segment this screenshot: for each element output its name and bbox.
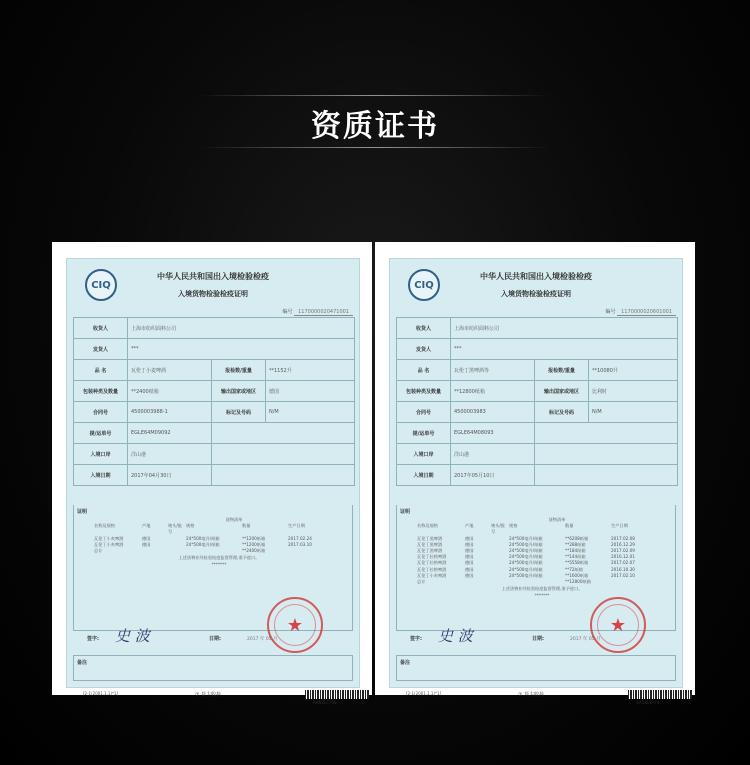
ciq-logo-icon: CIQ <box>408 269 440 301</box>
goods-row: 瓦伦丁小麦啤酒 德国 24*500毫升/纸箱 **1200纸箱 2017.02.24 <box>94 535 312 541</box>
table-row: 品 名 瓦伦丁小麦啤酒 报检数/重量 **1152升 <box>74 360 354 381</box>
proof-section: 证明 货物清单 名称及规格 产地 唛头/批号 规格 数量 生产日期 瓦伦丁小麦啤酒 德国 24*500毫升/纸箱 **1200纸箱 2017.02.24 瓦伦丁小麦啤酒 德国 24*500毫升/纸箱 **1200纸箱 2017.03.10 总计 **2400纸箱 上述货物业经检验检疫监督管理,准予进口。 ******* <box>73 505 353 631</box>
sign-date: 2017 年 05 月 <box>570 637 601 642</box>
barcode-number: AA5317706 <box>313 700 337 705</box>
table-row: 入境日期 2017年05月10日 <box>397 465 677 485</box>
signature: 史 波 <box>115 627 150 645</box>
goods-row: 瓦伦丁拉格啤酒 德国 24*500毫升/纸箱 **72纸箱 2016.10.30 <box>417 566 635 572</box>
remark-section: 备注 <box>396 655 676 681</box>
table-row: 发货人 *** <box>397 339 677 360</box>
goods-header-row: 名称及规格 产地 唛头/批号 规格 数量 生产日期 <box>94 523 305 535</box>
document-title: 入境货物检验检疫证明 <box>501 290 571 298</box>
table-row: 提/运单号 EGLE64M08093 <box>397 423 677 444</box>
issuer-title: 中华人民共和国出入境检验检疫 <box>480 272 592 281</box>
section-heading <box>0 95 750 155</box>
table-row: 提/运单号 EGLE64M09092 <box>74 423 354 444</box>
goods-row: 瓦伦丁黑啤酒 德国 24*500毫升/纸箱 **6208纸箱 2017.02.08 <box>417 535 635 541</box>
official-seal-icon: ★ <box>267 597 323 653</box>
goods-row: 瓦伦丁小麦啤酒 德国 24*500毫升/纸箱 **1200纸箱 2017.03.10 <box>94 541 312 547</box>
table-row: 包装种类及数量 **12800纸箱 输出国家或地区 比利时 <box>397 381 677 402</box>
ciq-logo-icon: CIQ <box>85 269 117 301</box>
barcode-number: AA5317774 <box>636 700 660 705</box>
goods-row: 瓦伦丁黑啤酒 德国 24*500毫升/纸箱 **184纸箱 2017.02.09 <box>417 548 635 554</box>
table-row: 合同号 4500003988-1 标记及号码 N/M <box>74 402 354 423</box>
goods-row: 瓦伦丁拉格啤酒 德国 24*500毫升/纸箱 **5558纸箱 2017.02.07 <box>417 560 635 566</box>
goods-list: 货物清单 名称及规格 产地 唛头/批号 规格 数量 生产日期 瓦伦丁黑啤酒 德国 24*500毫升/纸箱 **6208纸箱 2017.02.08 瓦伦丁黑啤酒 德国 24*500毫升/纸箱 **288纸箱 2016.12.29 瓦伦丁黑啤酒 德国 24*500毫升/纸箱 **184纸箱 2017.02.09 瓦伦丁拉格啤酒 德国 24*500毫升/纸箱 **144纸箱 2016.12.01 瓦伦丁拉格啤酒 德国 24*500毫升/纸箱 **5558纸箱 2017.02.07 瓦伦丁拉格啤酒 德国 24*500毫升/纸箱 **72纸箱 2016.10.30 瓦伦丁小麦啤酒 德国 24*500毫升/纸箱 **1600纸箱 2017.02.10 总计 **12800纸箱 上述货物业经检验检疫监督管理,准予进口。 ******* <box>417 517 667 600</box>
remark-section: 备注 <box>73 655 353 681</box>
signature: 史 波 <box>438 627 473 645</box>
barcode-icon <box>305 690 369 699</box>
issuer-title: 中华人民共和国出入境检验检疫 <box>157 272 269 281</box>
goods-row: 瓦伦丁拉格啤酒 德国 24*500毫升/纸箱 **144纸箱 2016.12.01 <box>417 554 635 560</box>
form-code: [2-1(2001.1.1)*1] <box>406 691 442 696</box>
goods-row: 瓦伦丁黑啤酒 德国 24*500毫升/纸箱 **288纸箱 2016.12.29 <box>417 541 635 547</box>
proof-section: 证明 货物清单 名称及规格 产地 唛头/批号 规格 数量 生产日期 瓦伦丁黑啤酒 德国 24*500毫升/纸箱 **6208纸箱 2017.02.08 瓦伦丁黑啤酒 德国 24*500毫升/纸箱 **288纸箱 2016.12.29 瓦伦丁黑啤酒 德国 24*500毫升/纸箱 **184纸箱 2017.02.09 瓦伦丁拉格啤酒 德国 24*500毫升/纸箱 **144纸箱 2016.12.01 瓦伦丁拉格啤酒 德国 24*500毫升/纸箱 **5558纸箱 2017.02.07 瓦伦丁拉格啤酒 德国 24*500毫升/纸箱 **72纸箱 2016.10.30 瓦伦丁小麦啤酒 德国 24*500毫升/纸箱 **1600纸箱 2017.02.10 总计 **12800纸箱 上述货物业经检验检疫监督管理,准予进口。 ******* <box>396 505 676 631</box>
info-table <box>73 317 355 486</box>
table-row: 入境口岸 洋山港 <box>74 444 354 465</box>
signature-label: 签字: <box>87 636 99 642</box>
table-row: 合同号 4500003983 标记及号码 N/M <box>397 402 677 423</box>
barcode-icon <box>628 690 692 699</box>
table-row: 品 名 瓦伦丁黑啤酒等 报检数/重量 **10080升 <box>397 360 677 381</box>
copy-note: ① 货主收执 <box>195 692 222 698</box>
signature-label: 签字: <box>410 636 422 642</box>
certificate-document <box>66 258 360 705</box>
sign-date: 2017 年 05 月 <box>247 637 278 642</box>
heading-divider-bottom <box>200 147 550 148</box>
goods-total: 总计 **12800纸箱 <box>417 579 591 585</box>
table-row: 发货人 *** <box>74 339 354 360</box>
goods-total: 总计 **2400纸箱 <box>94 548 266 554</box>
sign-date-label: 日期: <box>532 636 544 642</box>
official-seal-icon: ★ <box>590 597 646 653</box>
certificate-card-right[interactable] <box>375 242 695 705</box>
certificate-number: 编号 1170000020601001 <box>605 308 676 315</box>
certificate-document <box>389 258 683 705</box>
table-row: 收货人 上海市纺织面料公司 <box>397 318 677 339</box>
form-code: [2-1(2001.1.1)*1] <box>83 691 119 696</box>
certificate-number: 编号 1170000020471001 <box>282 308 353 315</box>
certificate-card-left[interactable] <box>52 242 372 705</box>
goods-list: 货物清单 名称及规格 产地 唛头/批号 规格 数量 生产日期 瓦伦丁小麦啤酒 德国 24*500毫升/纸箱 **1200纸箱 2017.02.24 瓦伦丁小麦啤酒 德国 24*500毫升/纸箱 **1200纸箱 2017.03.10 总计 **2400纸箱 上述货物业经检验检疫监督管理,准予进口。 ******* <box>94 517 344 569</box>
table-row: 入境口岸 洋山港 <box>397 444 677 465</box>
page-title: 资质证书 <box>311 109 439 144</box>
table-row: 入境日期 2017年04月30日 <box>74 465 354 485</box>
document-title: 入境货物检验检疫证明 <box>178 290 248 298</box>
table-row: 收货人 上海市纺织面料公司 <box>74 318 354 339</box>
goods-header-row: 名称及规格 产地 唛头/批号 规格 数量 生产日期 <box>417 523 628 535</box>
copy-note: ① 货主收执 <box>518 692 545 698</box>
goods-row: 瓦伦丁小麦啤酒 德国 24*500毫升/纸箱 **1600纸箱 2017.02.10 <box>417 572 635 578</box>
table-row: 包装种类及数量 **2400纸箱 输出国家或地区 德国 <box>74 381 354 402</box>
heading-divider-top <box>200 95 550 96</box>
info-table <box>396 317 678 486</box>
sign-date-label: 日期: <box>209 636 221 642</box>
